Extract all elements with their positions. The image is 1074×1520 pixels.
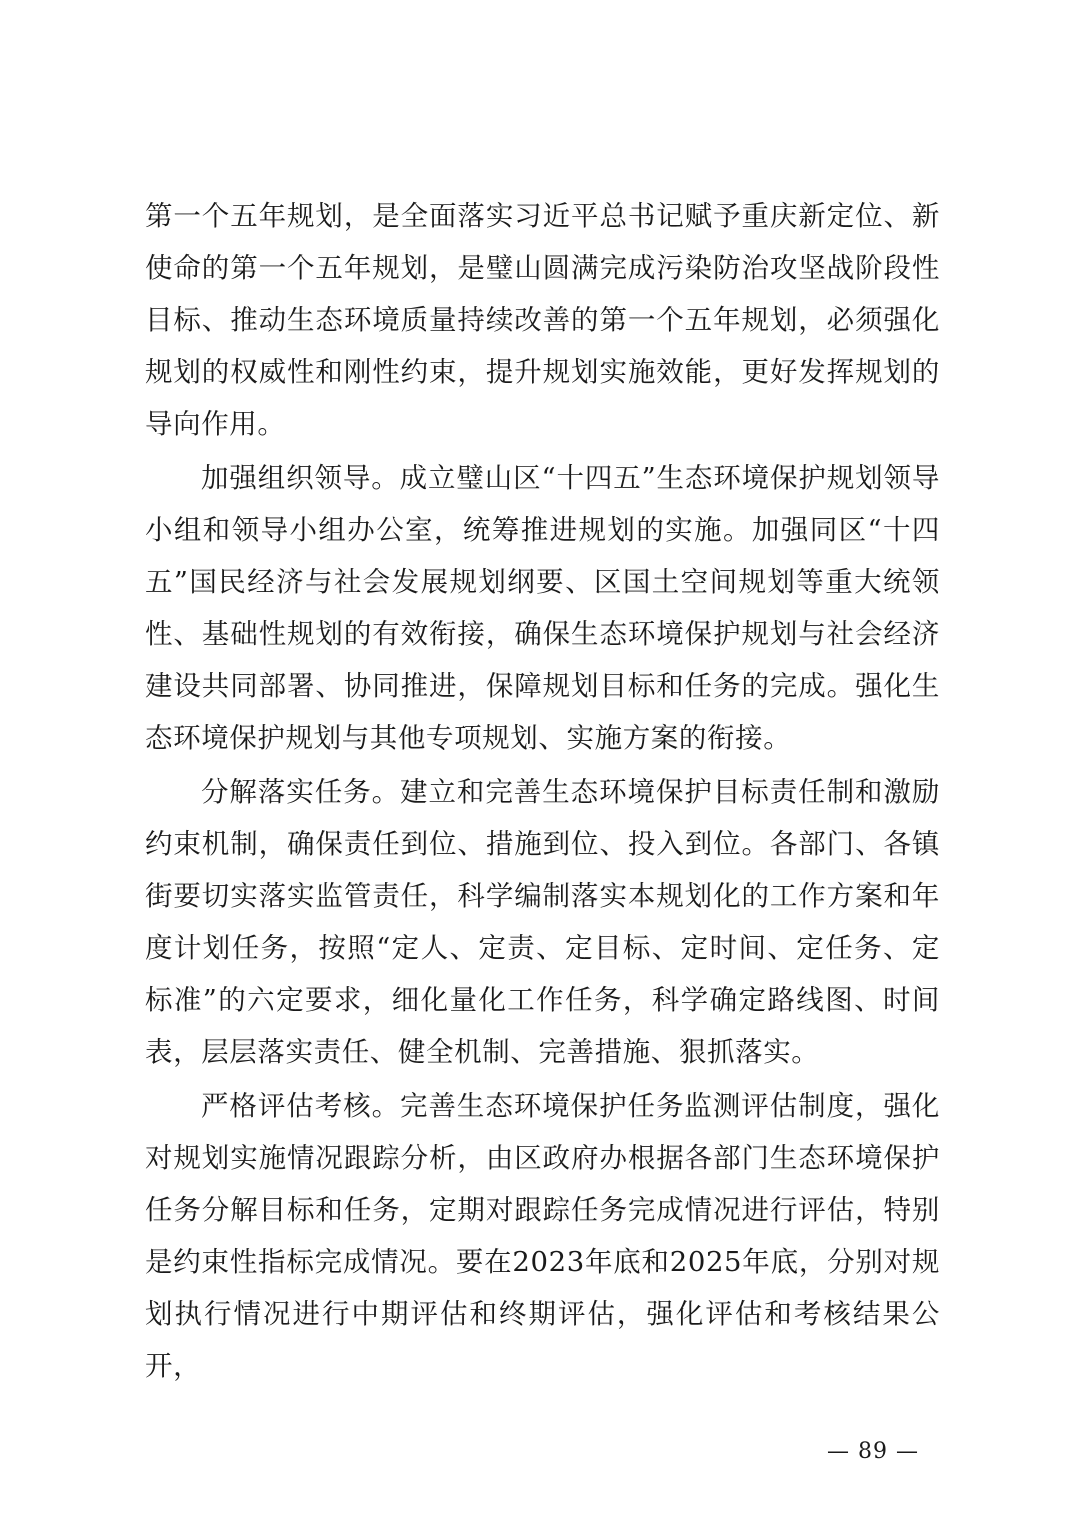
body-text (145, 190, 940, 1392)
paragraph-organization-leadership: 加强组织领导。成立璧山区“十四五”生态环境保护规划领导小组和领导小组办公室，统筹推进规划的实施。加强同区“十四五”国民经济与社会发展规划纲要、区国土空间规划等重大统领性、基础性规划的有效衔接，确保生态环境保护规划与社会经济建设共同部署、协同推进，保障规划目标和任务的完成。强化生态环境保护规划与其他专项规划、实施方案的衔接。 (145, 462, 940, 754)
paragraph-continuation: 第一个五年规划，是全面落实习近平总书记赋予重庆新定位、新使命的第一个五年规划，是璧山圆满完成污染防治攻坚战阶段性目标、推动生态环境质量持续改善的第一个五年规划，必须强化规划的权威性和刚性约束，提升规划实施效能，更好发挥规划的导向作用。 (145, 200, 940, 440)
paragraph-evaluation-assessment: 严格评估考核。完善生态环境保护任务监测评估制度，强化对规划实施情况跟踪分析，由区政府办根据各部门生态环境保护任务分解目标和任务，定期对跟踪任务完成情况进行评估，特别是约束性指标完成情况。要在2023年底和2025年底，分别对规划执行情况进行中期评估和终期评估，强化评估和考核结果公开， (145, 1090, 940, 1382)
page-number: — 89 — (827, 1439, 919, 1464)
paragraph-task-breakdown: 分解落实任务。建立和完善生态环境保护目标责任制和激励约束机制，确保责任到位、措施到位、投入到位。各部门、各镇街要切实落实监管责任，科学编制落实本规划化的工作方案和年度计划任务，按照“定人、定责、定目标、定时间、定任务、定标准”的六定要求，细化量化工作任务，科学确定路线图、时间表，层层落实责任、健全机制、完善措施、狠抓落实。 (145, 776, 940, 1068)
